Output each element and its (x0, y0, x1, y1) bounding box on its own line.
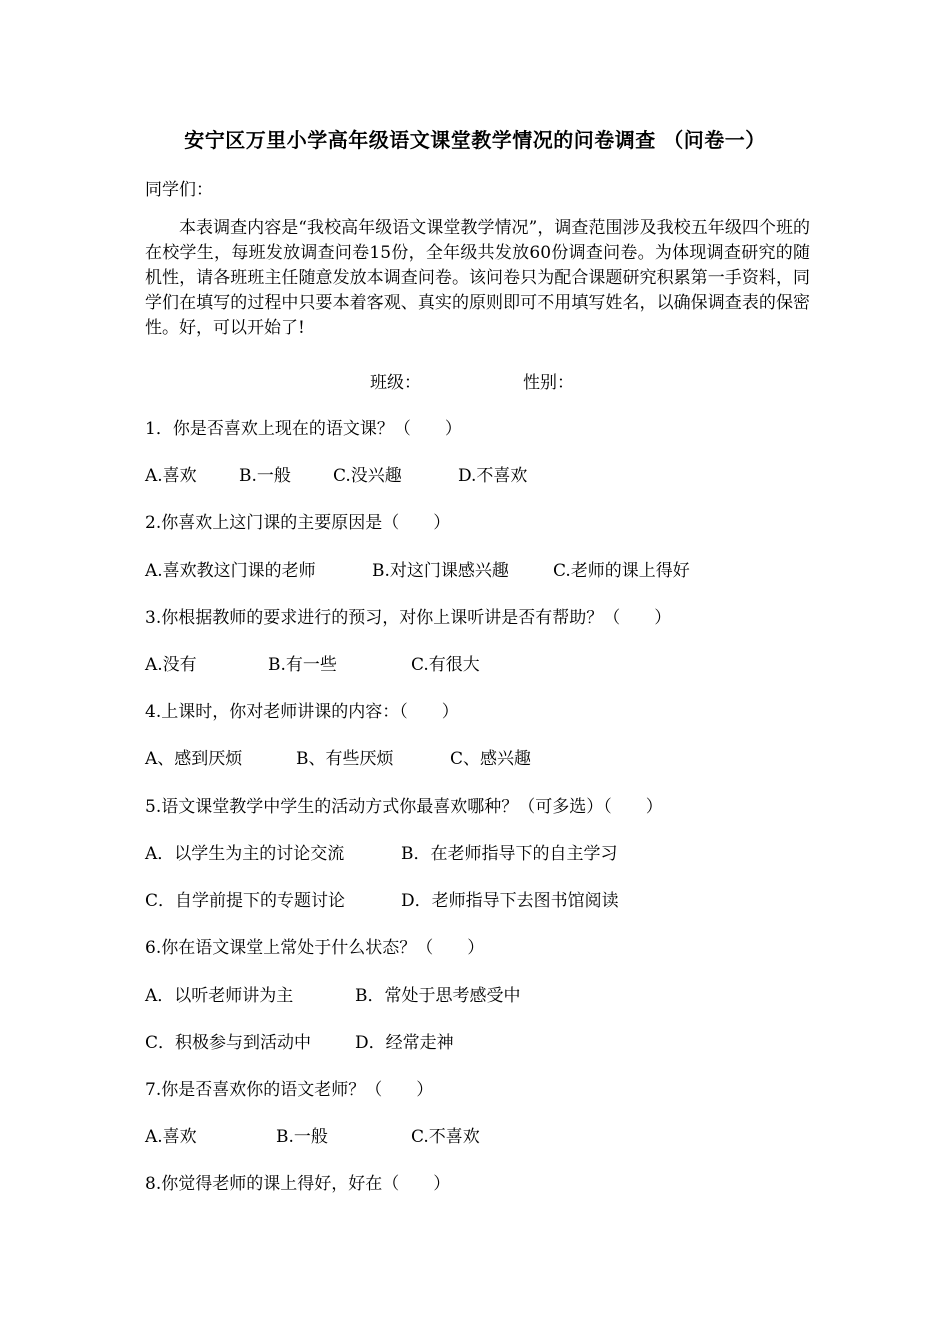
option: A.喜欢 (145, 466, 197, 486)
option: D．经常走神 (355, 1033, 454, 1053)
option: A、感到厌烦 (145, 749, 243, 769)
option: A．以听老师讲为主 (145, 986, 294, 1006)
question-8: 8.你觉得老师的课上得好，好在（ ） (145, 1174, 451, 1194)
class-label: 班级： (370, 373, 421, 393)
gender-label: 性别： (523, 373, 574, 393)
option: C.老师的课上得好 (553, 561, 690, 581)
option: A.喜欢 (145, 1127, 197, 1147)
question-6: 6.你在语文课堂上常处于什么状态？（ ） (145, 938, 485, 958)
option: B、有些厌烦 (296, 749, 394, 769)
option: D.不喜欢 (458, 466, 528, 486)
question-3: 3.你根据教师的要求进行的预习，对你上课听讲是否有帮助？（ ） (145, 608, 672, 628)
option: B.对这门课感兴趣 (372, 561, 509, 581)
option: B．在老师指导下的自主学习 (401, 844, 618, 864)
option: A.没有 (145, 655, 197, 675)
option: C.没兴趣 (333, 466, 402, 486)
question-1: 1．你是否喜欢上现在的语文课？（ ） (145, 419, 462, 439)
option: B.一般 (276, 1127, 328, 1147)
option: C.有很大 (411, 655, 480, 675)
option: C．自学前提下的专题讨论 (145, 891, 346, 911)
option: A.喜欢教这门课的老师 (145, 561, 316, 581)
document-title: 安宁区万里小学高年级语文课堂教学情况的问卷调查 （问卷一） (184, 128, 766, 152)
intro-paragraph: 本表调查内容是“我校高年级语文课堂教学情况”，调查范围涉及我校五年级四个班的在校学生，每班发放调查问卷15份，全年级共发放60份调查问卷。为体现调查研究的随机性，请各班班主任随意发放本调查问卷。该问卷只为配合课题研究积累第一手资料，同学们在填写的过程中只要本着客观、真实的原则即可不用填写姓名，以确保调查表的保密性。好，可以开始了! (145, 218, 810, 338)
option: B.一般 (239, 466, 291, 486)
question-2: 2.你喜欢上这门课的主要原因是（ ） (145, 513, 451, 533)
option: C、感兴趣 (450, 749, 532, 769)
question-5: 5.语文课堂教学中学生的活动方式你最喜欢哪种？（可多选）（ ） (145, 797, 663, 817)
option: D．老师指导下去图书馆阅读 (401, 891, 619, 911)
question-4: 4.上课时，你对老师讲课的内容：（ ） (145, 702, 459, 722)
option: B.有一些 (268, 655, 337, 675)
option: C．积极参与到活动中 (145, 1033, 312, 1053)
greeting: 同学们： (145, 180, 213, 200)
option: C.不喜欢 (411, 1127, 480, 1147)
option: A．以学生为主的讨论交流 (145, 844, 345, 864)
question-7: 7.你是否喜欢你的语文老师？（ ） (145, 1080, 434, 1100)
option: B．常处于思考感受中 (355, 986, 521, 1006)
